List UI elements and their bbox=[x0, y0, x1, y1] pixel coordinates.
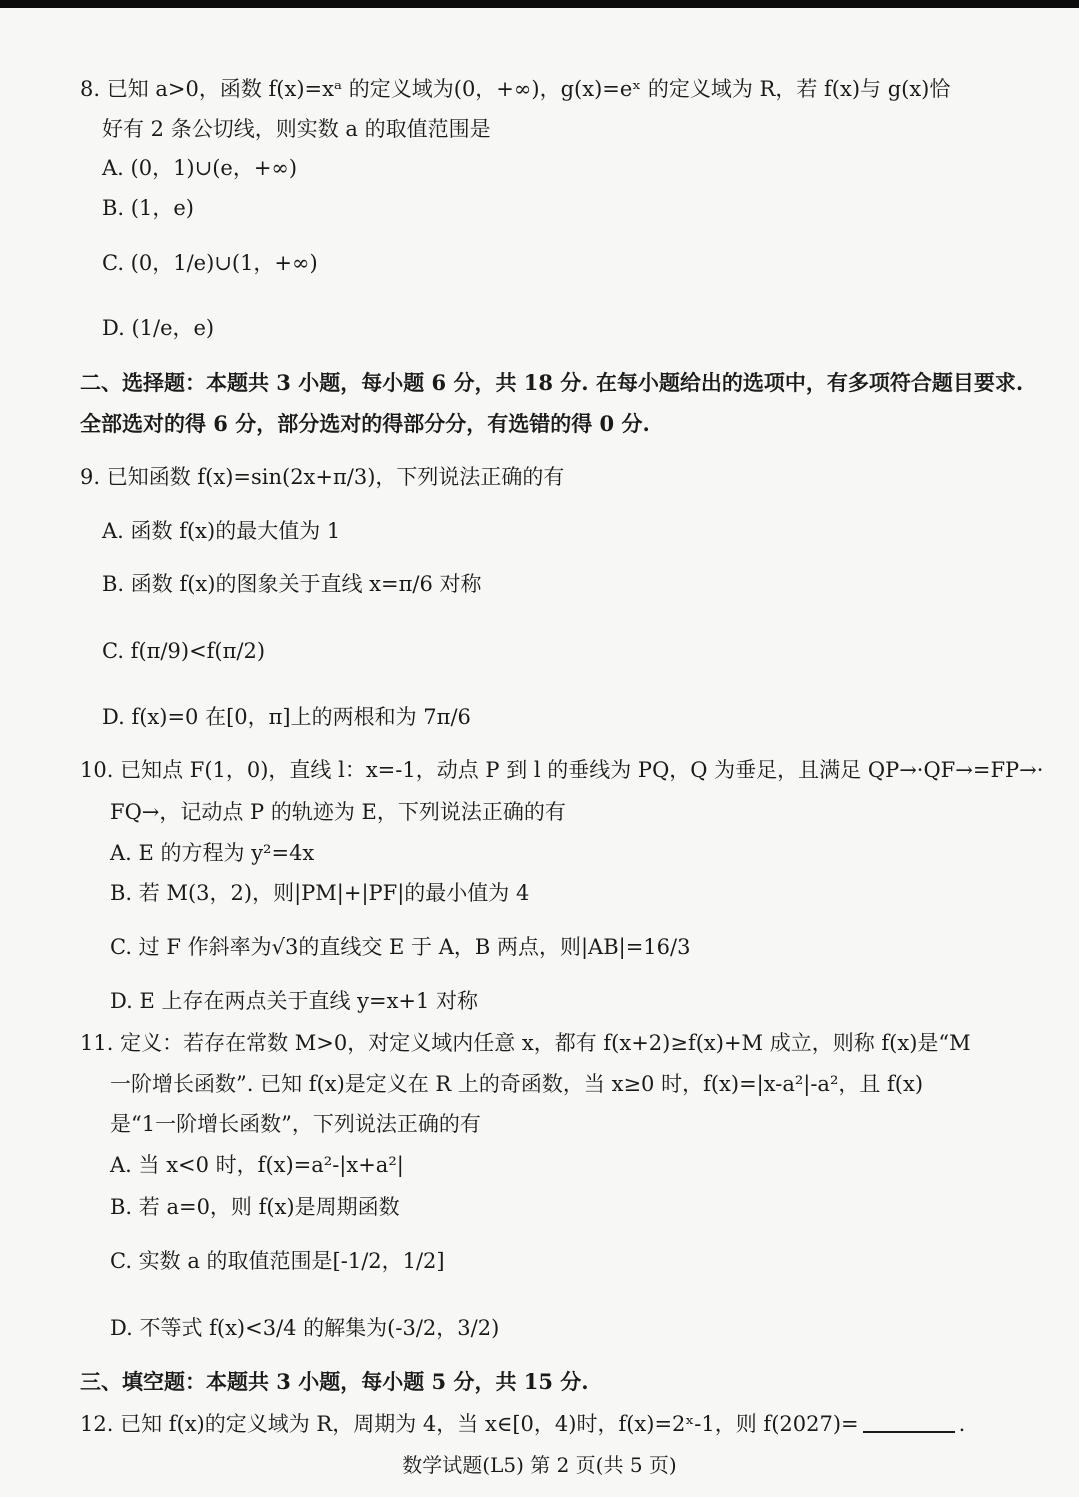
q11-option-a: A. 当 x<0 时，f(x)=a²-|x+a²| bbox=[110, 1153, 404, 1177]
section2-heading-line2: 全部选对的得 6 分，部分选对的得部分分，有选错的得 0 分. bbox=[80, 411, 650, 436]
q10-option-b: B. 若 M(3，2)，则|PM|+|PF|的最小值为 4 bbox=[110, 881, 530, 905]
q9-option-b: B. 函数 f(x)的图象关于直线 x=π/6 对称 bbox=[102, 572, 482, 596]
q11-stem-line2: 一阶增长函数”. 已知 f(x)是定义在 R 上的奇函数，当 x≥0 时，f(x)=|x-a²|-a²，且 f(x) bbox=[110, 1072, 924, 1096]
q12-stem: 12. 已知 f(x)的定义域为 R，周期为 4，当 x∈[0，4)时，f(x)=2ˣ-1，则 f(2027)= bbox=[80, 1412, 859, 1436]
q12-end-period: . bbox=[958, 1412, 966, 1436]
q12-line bbox=[80, 1409, 965, 1439]
q11-option-c: C. 实数 a 的取值范围是[-1/2，1/2] bbox=[110, 1249, 445, 1273]
q11-stem-line3: 是“1一阶增长函数”，下列说法正确的有 bbox=[110, 1112, 481, 1136]
q9-option-c: C. f(π/9)<f(π/2) bbox=[102, 639, 266, 663]
q8-option-a: A. (0，1)∪(e，+∞) bbox=[102, 156, 298, 180]
q11-option-b: B. 若 a=0，则 f(x)是周期函数 bbox=[110, 1195, 400, 1219]
section2-heading-line1: 二、选择题：本题共 3 小题，每小题 6 分，共 18 分. 在每小题给出的选项中，有多项符合题目要求. bbox=[80, 370, 1024, 395]
q8-stem-line2: 好有 2 条公切线，则实数 a 的取值范围是 bbox=[102, 117, 491, 141]
q8-option-c: C. (0，1/e)∪(1，+∞) bbox=[102, 251, 318, 275]
q11-stem-line1: 11. 定义：若存在常数 M>0，对定义域内任意 x，都有 f(x+2)≥f(x)+M 成立，则称 f(x)是“M bbox=[80, 1031, 971, 1055]
q9-option-d: D. f(x)=0 在[0，π]上的两根和为 7π/6 bbox=[102, 705, 471, 729]
section3-heading: 三、填空题：本题共 3 小题，每小题 5 分，共 15 分. bbox=[80, 1369, 589, 1394]
q9-option-a: A. 函数 f(x)的最大值为 1 bbox=[102, 519, 341, 543]
q9-stem: 9. 已知函数 f(x)=sin(2x+π/3)，下列说法正确的有 bbox=[80, 465, 565, 489]
q10-option-a: A. E 的方程为 y²=4x bbox=[110, 841, 315, 865]
q10-option-d: D. E 上存在两点关于直线 y=x+1 对称 bbox=[110, 989, 479, 1013]
q12-answer-blank bbox=[863, 1430, 955, 1433]
q8-option-d: D. (1/e，e) bbox=[102, 316, 215, 340]
q10-stem-line2: FQ→，记动点 P 的轨迹为 E，下列说法正确的有 bbox=[110, 800, 566, 824]
q10-stem-line1: 10. 已知点 F(1，0)，直线 l：x=-1，动点 P 到 l 的垂线为 PQ，Q 为垂足，且满足 QP→·QF→=FP→· bbox=[80, 758, 1044, 782]
q8-option-b: B. (1，e) bbox=[102, 196, 194, 220]
q11-option-d: D. 不等式 f(x)<3/4 的解集为(-3/2，3/2) bbox=[110, 1316, 500, 1340]
q8-stem-line1: 8. 已知 a>0，函数 f(x)=xᵃ 的定义域为(0，+∞)，g(x)=eˣ 的定义域为 R，若 f(x)与 g(x)恰 bbox=[80, 77, 951, 101]
page-footer: 数学试题(L5) 第 2 页(共 5 页) bbox=[402, 1453, 677, 1477]
q10-option-c: C. 过 F 作斜率为√3的直线交 E 于 A，B 两点，则|AB|=16/3 bbox=[110, 935, 691, 959]
